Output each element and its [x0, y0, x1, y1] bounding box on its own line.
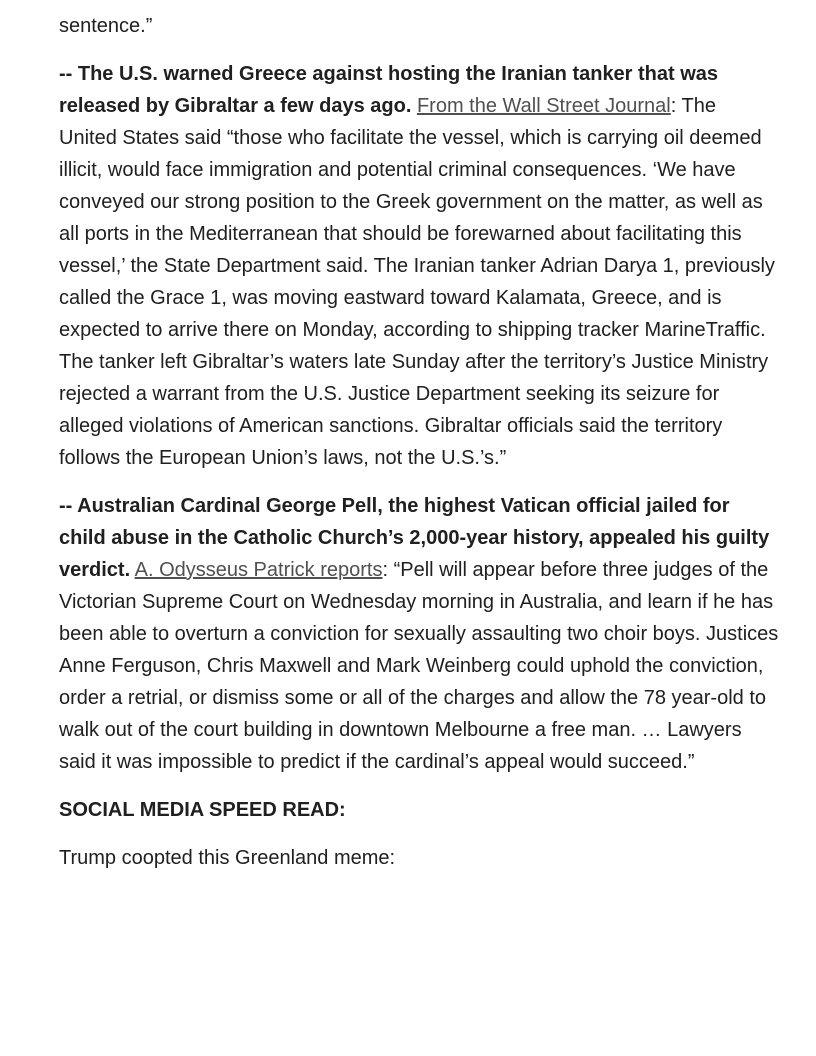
news-item-greece-tanker	[59, 58, 779, 474]
section-text: Trump coopted this Greenland meme:	[59, 847, 396, 869]
item-headline: -- The U.S. warned Greece against hosting the Iranian tanker that was released by Gibraltar a few days ago.	[59, 63, 719, 117]
item-headline: -- Australian Cardinal George Pell, the highest Vatican official jailed for child abuse in the Catholic Church’s 2,000-year history, appealed his guilty verdict.	[59, 495, 770, 581]
section-heading: SOCIAL MEDIA SPEED READ:	[59, 799, 346, 821]
source-link-wsj[interactable]: From the Wall Street Journal	[416, 95, 671, 117]
source-link-patrick[interactable]: A. Odysseus Patrick reports	[134, 559, 383, 581]
item-body: : The United States said “those who facilitate the vessel, which is carrying oil deemed illicit, would face immigration and potential criminal consequences. ‘We have conveyed our strong position to the Greek government on the matter, as well as all ports in the Mediterranean that should be forewarned about facilitating this vessel,’ the State Department said. The Iranian tanker Adrian Darya 1, previously called the Grace 1, was moving eastward toward Kalamata, Greece, and is expected to arrive there on Monday, according to shipping tracker MarineTraffic. The tanker left Gibraltar’s waters late Sunday after the territory’s Justice Ministry rejected a warrant from the U.S. Justice Department seeking its seizure for alleged violations of American sanctions. Gibraltar officials said the territory follows the European Union’s laws, not the U.S.’s.”	[59, 95, 775, 469]
news-item-pell-appeal	[59, 490, 779, 778]
intro-fragment: sentence.”	[59, 15, 153, 37]
article-body	[59, 10, 779, 890]
item-body: : “Pell will appear before three judges of the Victorian Supreme Court on Wednesday morning in Australia, and learn if he has been able to overturn a conviction for sexually assaulting two choir boys. Justices Anne Ferguson, Chris Maxwell and Mark Weinberg could uphold the conviction, order a retrial, or dismiss some or all of the charges and allow the 78 year-old to walk out of the court building in downtown Melbourne a free man. … Lawyers said it was impossible to predict if the cardinal’s appeal would succeed.”	[59, 559, 779, 773]
